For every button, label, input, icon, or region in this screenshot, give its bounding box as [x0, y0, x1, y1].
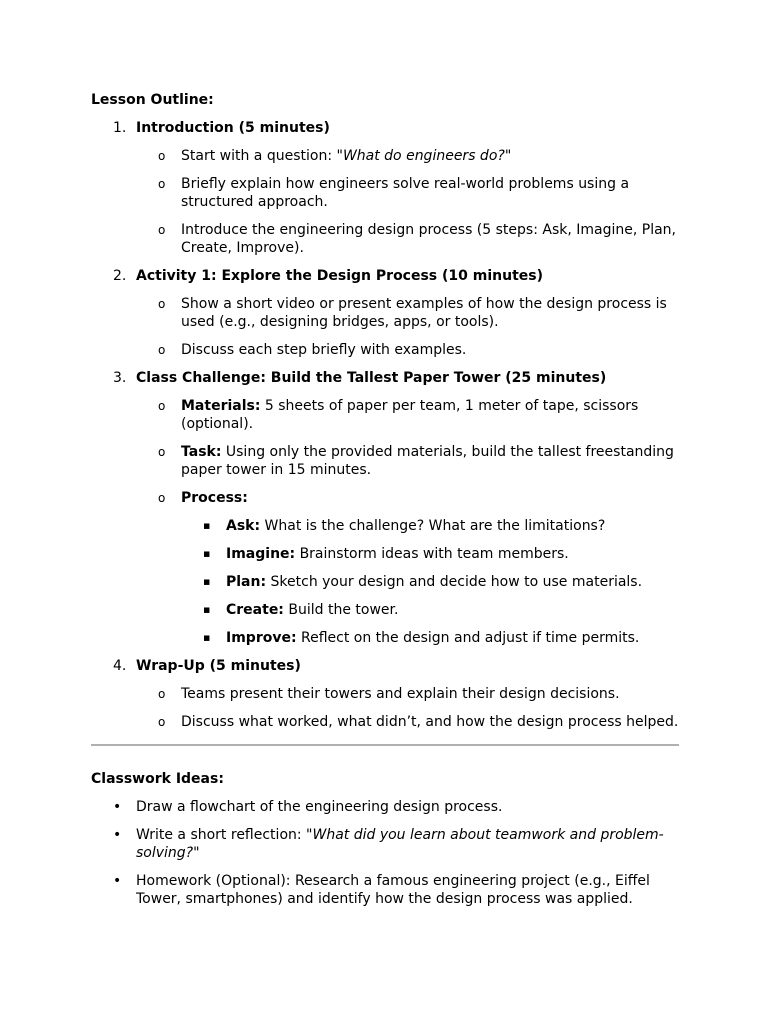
item-text: ": [193, 845, 200, 861]
process-steps-list: [181, 517, 679, 647]
lesson-step: [91, 119, 679, 257]
square-bullet-icon: ▪: [203, 575, 211, 588]
step-items: [136, 147, 679, 257]
item-italic-text: What did you learn about teamwork and problem-solving?: [136, 827, 664, 861]
item-italic-text: What do engineers do?: [342, 148, 505, 164]
item-text: Start with a question: ": [181, 148, 343, 164]
dot-bullet-icon: •: [113, 799, 122, 815]
step-title: Introduction (5 minutes): [136, 120, 330, 136]
process-step: [181, 629, 679, 647]
item-text: Write a short reflection: ": [136, 827, 313, 843]
process-step: [181, 601, 679, 619]
process-label: Imagine:: [226, 546, 296, 562]
square-bullet-icon: ▪: [203, 519, 211, 532]
circle-bullet-icon: o: [158, 687, 166, 701]
classwork-heading: Classwork Ideas:: [91, 771, 224, 787]
item-text: ": [504, 148, 512, 164]
list-item: [136, 295, 679, 331]
item-text: Show a short video or present examples of how the design process is used (e.g., designing bridges, apps, or tools).: [181, 296, 667, 330]
step-number: 3.: [113, 370, 127, 386]
list-item: [136, 397, 679, 433]
item-label: Materials:: [181, 398, 261, 414]
circle-bullet-icon: o: [158, 223, 166, 237]
list-item: [136, 443, 679, 479]
lesson-step: [91, 657, 679, 731]
circle-bullet-icon: o: [158, 445, 166, 459]
circle-bullet-icon: o: [158, 399, 166, 413]
step-title: Class Challenge: Build the Tallest Paper Tower (25 minutes): [136, 370, 607, 386]
process-step: [181, 517, 679, 535]
step-number: 1.: [113, 120, 127, 136]
process-step: [181, 573, 679, 591]
list-item: [136, 147, 679, 165]
step-title: Wrap-Up (5 minutes): [136, 658, 301, 674]
process-label: Ask:: [226, 518, 261, 534]
process-text: Sketch your design and decide how to use materials.: [266, 574, 643, 590]
classwork-list: [91, 798, 679, 908]
item-text: Homework (Optional): Research a famous engineering project (e.g., Eiffel Tower, smartphones) and identify how the design process was applied.: [136, 873, 650, 907]
lesson-steps-list: [91, 119, 679, 731]
process-label: Create:: [226, 602, 284, 618]
list-item: [91, 826, 679, 862]
process-text: Brainstorm ideas with team members.: [295, 546, 569, 562]
item-label: Task:: [181, 444, 222, 460]
process-label: Improve:: [226, 630, 297, 646]
section-divider: [91, 744, 679, 746]
square-bullet-icon: ▪: [203, 631, 211, 644]
list-item: [136, 175, 679, 211]
lesson-step: [91, 369, 679, 647]
process-text: What is the challenge? What are the limitations?: [260, 518, 606, 534]
step-title: Activity 1: Explore the Design Process (10 minutes): [136, 268, 544, 284]
circle-bullet-icon: o: [158, 715, 166, 729]
circle-bullet-icon: o: [158, 177, 166, 191]
item-text: Briefly explain how engineers solve real-world problems using a structured approach.: [181, 176, 630, 210]
process-label: Plan:: [226, 574, 267, 590]
list-item: [136, 685, 679, 703]
circle-bullet-icon: o: [158, 297, 166, 311]
circle-bullet-icon: o: [158, 491, 166, 505]
circle-bullet-icon: o: [158, 343, 166, 357]
item-text: Using only the provided materials, build the tallest freestanding paper tower in 15 minutes.: [181, 444, 674, 478]
dot-bullet-icon: •: [113, 827, 122, 843]
item-text: Introduce the engineering design process (5 steps: Ask, Imagine, Plan, Create, Improve).: [181, 222, 676, 256]
list-item: [91, 872, 679, 908]
square-bullet-icon: ▪: [203, 603, 211, 616]
dot-bullet-icon: •: [113, 873, 122, 889]
step-items: [136, 295, 679, 359]
step-items: [136, 685, 679, 731]
lesson-outline-heading: Lesson Outline:: [91, 92, 214, 108]
process-step: [181, 545, 679, 563]
lesson-step: [91, 267, 679, 359]
document-page: [91, 91, 679, 918]
item-text: Draw a flowchart of the engineering design process.: [136, 799, 503, 815]
list-item: [136, 341, 679, 359]
list-item: [136, 489, 679, 647]
process-text: Build the tower.: [283, 602, 399, 618]
step-number: 4.: [113, 658, 127, 674]
item-label: Process:: [181, 490, 248, 506]
process-text: Reflect on the design and adjust if time permits.: [296, 630, 640, 646]
circle-bullet-icon: o: [158, 149, 166, 163]
list-item: [91, 798, 679, 816]
list-item: [136, 221, 679, 257]
item-text: Discuss each step briefly with examples.: [181, 342, 467, 358]
square-bullet-icon: ▪: [203, 547, 211, 560]
item-text: Teams present their towers and explain their design decisions.: [181, 686, 620, 702]
list-item: [136, 713, 679, 731]
item-text: 5 sheets of paper per team, 1 meter of tape, scissors (optional).: [181, 398, 639, 432]
item-text: Discuss what worked, what didn’t, and how the design process helped.: [181, 714, 679, 730]
step-number: 2.: [113, 268, 127, 284]
step-items: [136, 397, 679, 647]
